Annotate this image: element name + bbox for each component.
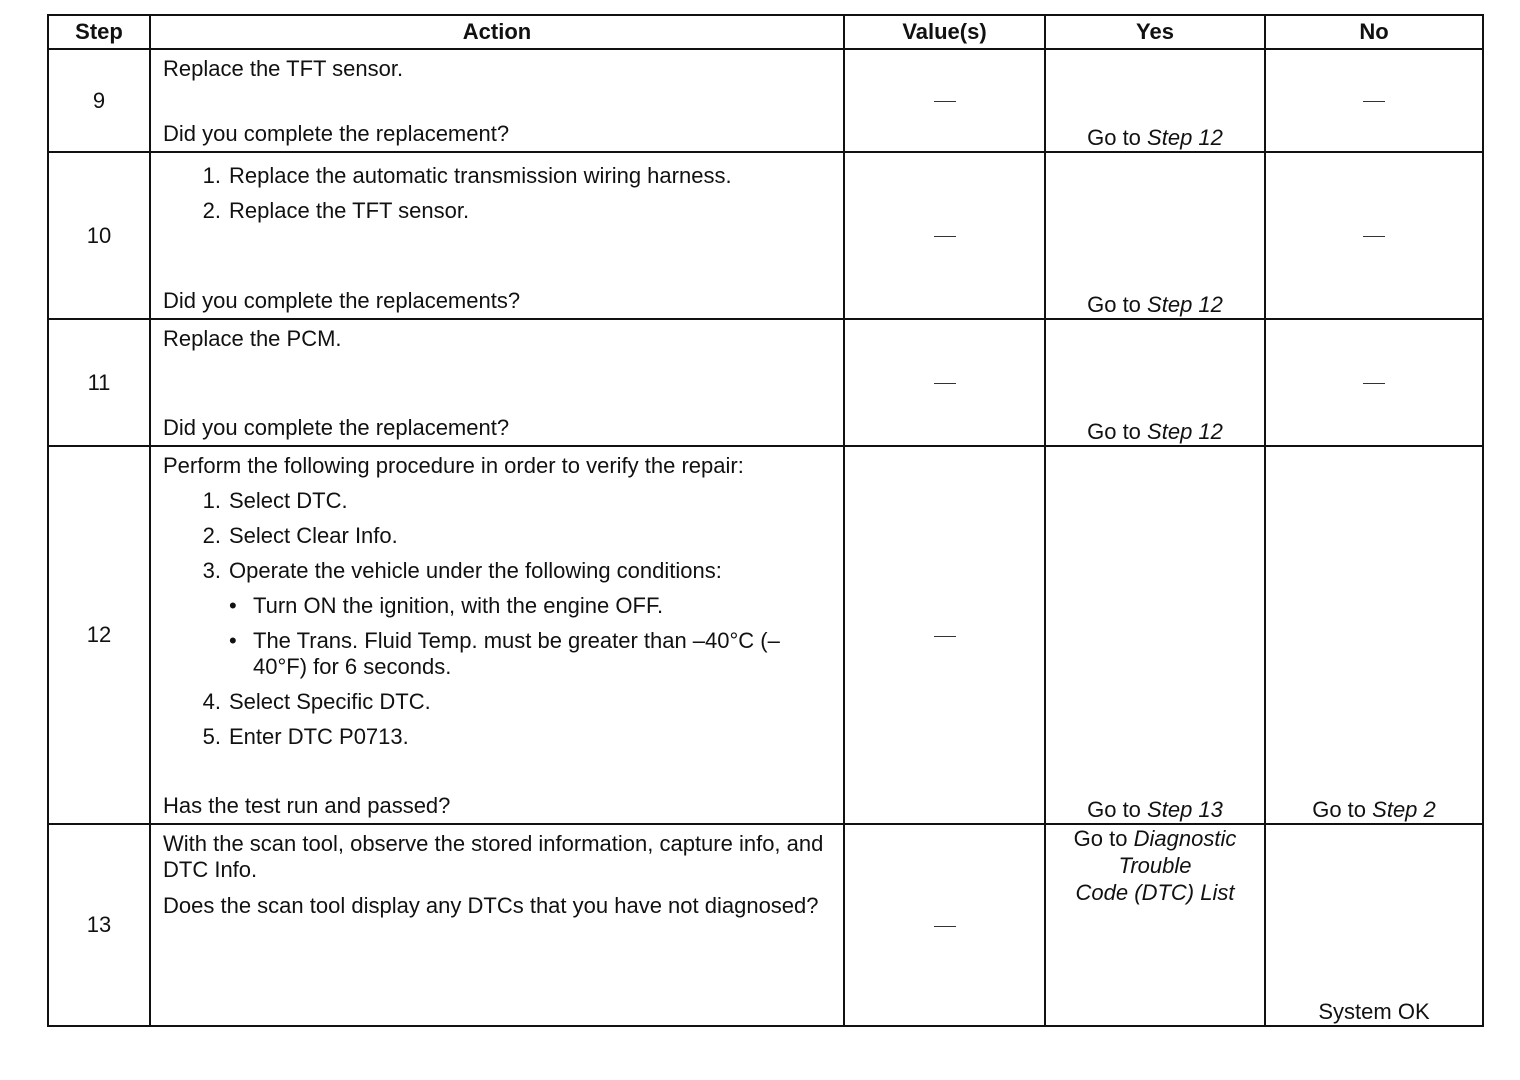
yes-cell xyxy=(1045,824,1265,1026)
value-cell xyxy=(844,446,1045,824)
header-values: Value(s) xyxy=(844,15,1045,49)
header-no: No xyxy=(1265,15,1483,49)
step-number: 9 xyxy=(48,49,150,152)
diagnostic-table xyxy=(47,14,1484,1027)
yes-ref-line1: Diagnostic xyxy=(1133,826,1237,851)
yes-cell xyxy=(1045,446,1265,824)
table-row-step-10 xyxy=(48,152,1483,319)
action-procedure xyxy=(163,453,831,750)
list-item: 2. Select Clear Info. xyxy=(202,523,398,548)
step-number: 13 xyxy=(48,824,150,1026)
dash-mark xyxy=(934,636,956,637)
yes-step-ref: Step 12 xyxy=(1147,292,1223,317)
dash-mark xyxy=(934,926,956,927)
value-cell xyxy=(844,152,1045,319)
yes-step-ref: Step 12 xyxy=(1147,419,1223,444)
value-cell xyxy=(844,49,1045,152)
go-to-label: Go to xyxy=(1087,419,1141,444)
action-cell xyxy=(150,446,844,824)
yes-cell xyxy=(1045,152,1265,319)
action-cell xyxy=(150,152,844,319)
action-question: Did you complete the replacements? xyxy=(163,288,521,313)
action-text: With the scan tool, observe the stored information, capture info, and DTC Info. xyxy=(163,831,824,882)
dash-mark xyxy=(934,383,956,384)
list-item: 4. Select Specific DTC. xyxy=(202,689,431,714)
header-action: Action xyxy=(150,15,844,49)
table-row-step-13 xyxy=(48,824,1483,1026)
no-cell xyxy=(1265,446,1483,824)
bullet-item: • The Trans. Fluid Temp. must be greater than –40°C (–40°F) for 6 seconds. xyxy=(229,628,780,679)
dash-mark xyxy=(1363,101,1385,102)
dash-mark xyxy=(1363,383,1385,384)
go-to-label: Go to xyxy=(1312,797,1367,822)
header-step: Step xyxy=(48,15,150,49)
no-step-ref: Step 2 xyxy=(1372,797,1436,822)
yes-ref-line3: Code (DTC) List xyxy=(1075,880,1235,905)
yes-cell xyxy=(1045,319,1265,446)
list-item: 3. Operate the vehicle under the following conditions: xyxy=(202,558,722,583)
header-yes: Yes xyxy=(1045,15,1265,49)
list-item: 5. Enter DTC P0713. xyxy=(202,724,409,749)
yes-step-ref: Step 13 xyxy=(1147,797,1223,822)
value-cell xyxy=(844,319,1045,446)
dash-mark xyxy=(934,236,956,237)
yes-step-ref: Step 12 xyxy=(1147,125,1223,150)
system-ok-text: System OK xyxy=(1318,999,1430,1024)
table-row-step-12 xyxy=(48,446,1483,824)
step-number: 12 xyxy=(48,446,150,824)
go-to-label: Go to xyxy=(1087,125,1141,150)
action-cell xyxy=(150,319,844,446)
action-question: Did you complete the replacement? xyxy=(163,121,510,146)
action-question: Has the test run and passed? xyxy=(163,793,451,818)
list-item: 1. Select DTC. xyxy=(202,488,348,513)
action-question: Does the scan tool display any DTCs that you have not diagnosed? xyxy=(163,893,819,918)
yes-ref-line2: Trouble xyxy=(1118,853,1192,878)
action-intro: Perform the following procedure in order to verify the repair: xyxy=(163,453,744,478)
action-text: Replace the PCM. xyxy=(163,326,342,351)
no-cell xyxy=(1265,152,1483,319)
table-row-step-11 xyxy=(48,319,1483,446)
action-steps xyxy=(163,159,831,224)
yes-cell xyxy=(1045,49,1265,152)
yes-ref xyxy=(1046,825,1264,852)
step-number: 10 xyxy=(48,152,150,319)
table-header-row xyxy=(48,15,1483,49)
list-item: 1. Replace the automatic transmission wiring harness. xyxy=(202,163,732,188)
no-cell xyxy=(1265,319,1483,446)
no-cell xyxy=(1265,49,1483,152)
go-to-label: Go to xyxy=(1087,797,1141,822)
dash-mark xyxy=(1363,236,1385,237)
action-cell xyxy=(150,824,844,1026)
action-question: Did you complete the replacement? xyxy=(163,415,510,440)
action-cell xyxy=(150,49,844,152)
step-number: 11 xyxy=(48,319,150,446)
value-cell xyxy=(844,824,1045,1026)
go-to-label: Go to xyxy=(1087,292,1141,317)
no-cell xyxy=(1265,824,1483,1026)
dash-mark xyxy=(934,101,956,102)
list-item: 2. Replace the TFT sensor. xyxy=(202,198,470,223)
action-text: Replace the TFT sensor. xyxy=(163,56,404,81)
bullet-item: • Turn ON the ignition, with the engine OFF. xyxy=(229,593,664,618)
table-row-step-9 xyxy=(48,49,1483,152)
go-to-label: Go to xyxy=(1073,826,1128,851)
